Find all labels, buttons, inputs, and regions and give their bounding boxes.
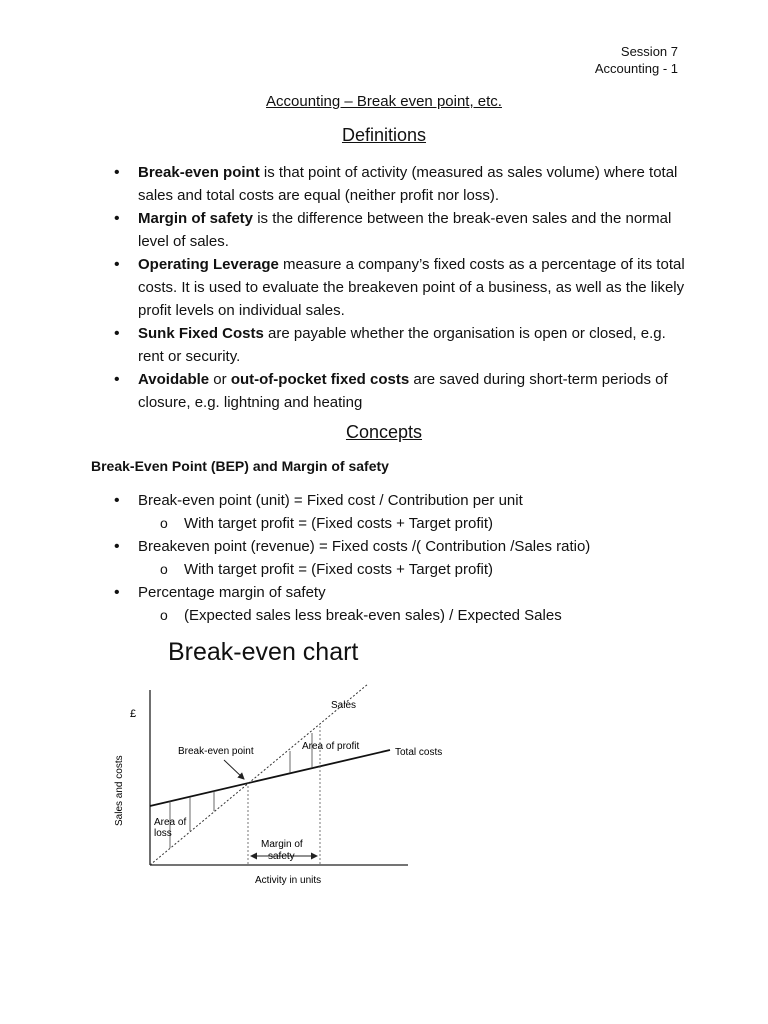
concepts-heading: Concepts: [345, 422, 423, 442]
chart-title: Break-even chart: [168, 638, 359, 666]
break-even-chart: [100, 680, 443, 890]
definition-text: is that point of activity (measured as sales volume) where total sales and total costs are equal (neither profit nor loss).: [138, 164, 678, 204]
list-subitem: o With target profit = (Fixed costs + Target profit): [110, 558, 690, 581]
definition-text: measure a company’s fixed costs as a percentage of its total costs. It is used to evaluate the breakeven point of a business, as well as the likely profit levels on individual sales.: [138, 256, 685, 319]
definition-term-2: out-of-pocket fixed costs: [230, 371, 410, 388]
list-item: [110, 322, 690, 368]
definition-term: Avoidable: [138, 371, 210, 388]
y-unit-label: £: [130, 708, 137, 720]
definition-text: are saved during short-term periods of closure, e.g. lightning and heating: [138, 371, 668, 411]
concepts-subheading: Break-Even Point (BEP) and Margin of safety: [91, 458, 389, 474]
area-of-loss-label-1: Area of: [154, 817, 187, 828]
series-sales-line: [150, 684, 368, 865]
series-label-sales: Sales: [331, 700, 357, 711]
page-header: [595, 43, 678, 77]
document-title: Accounting – Break even point, etc.: [266, 93, 502, 110]
definition-connector: or: [209, 371, 231, 388]
definition-term: Operating Leverage: [138, 256, 279, 273]
margin-of-safety-label-2: safety: [268, 851, 295, 862]
concepts-list: [110, 489, 690, 627]
course-label: Accounting - 1: [594, 61, 678, 76]
x-axis-label: Activity in units: [255, 875, 322, 886]
definitions-list: [110, 161, 690, 414]
list-subitem: o (Expected sales less break-even sales) / Expected Sales: [110, 604, 690, 627]
definition-term: Break-even point: [138, 164, 260, 181]
list-item: [110, 253, 690, 322]
list-item: • Breakeven point (revenue) = Fixed costs /( Contribution /Sales ratio): [110, 535, 690, 558]
series-total-costs-line: [150, 750, 390, 806]
definition-text: are payable whether the organisation is open or closed, e.g. rent or security.: [138, 325, 666, 365]
list-item: [110, 368, 690, 414]
area-of-loss-label-2: loss: [154, 828, 172, 839]
y-axis-label: Sales and costs: [114, 755, 125, 826]
break-even-arrow: [224, 760, 244, 779]
list-item: • Percentage margin of safety: [110, 581, 690, 604]
series-label-total-costs: Total costs: [395, 747, 443, 758]
definitions-heading: Definitions: [341, 125, 427, 145]
list-item: • Break-even point (unit) = Fixed cost / Contribution per unit: [110, 489, 690, 512]
margin-of-safety-label-1: Margin of: [261, 839, 303, 850]
definition-text: is the difference between the break-even sales and the normal level of sales.: [138, 210, 672, 250]
list-subitem: o With target profit = (Fixed costs + Target profit): [110, 512, 690, 535]
list-item: [110, 161, 690, 207]
definition-term: Margin of safety: [138, 210, 254, 227]
list-item: [110, 207, 690, 253]
break-even-point-label: Break-even point: [178, 746, 254, 757]
session-label: Session 7: [620, 44, 678, 59]
area-of-profit-label: Area of profit: [302, 741, 360, 752]
definition-term: Sunk Fixed Costs: [138, 325, 264, 342]
